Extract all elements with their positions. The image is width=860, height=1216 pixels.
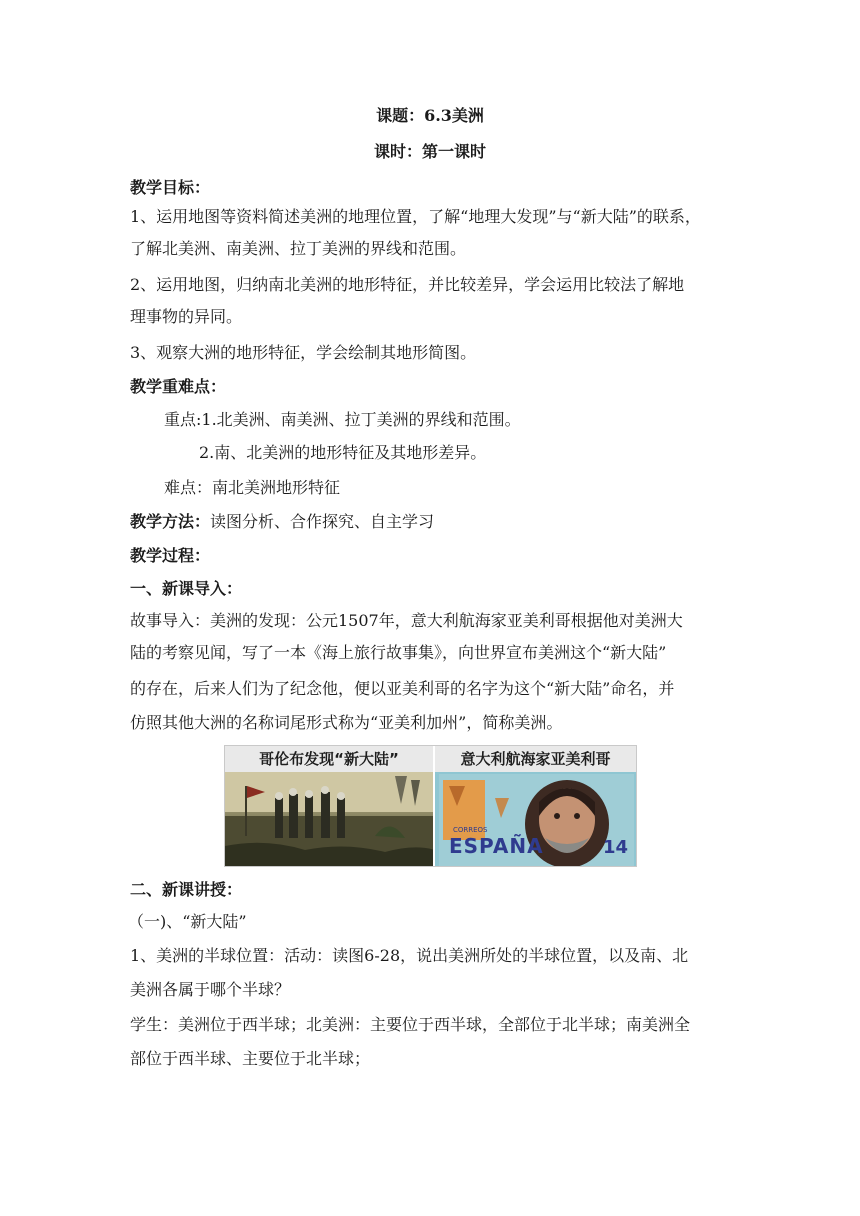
goal-1-line-1: 1、运用地图等资料简述美洲的地理位置，了解“地理大发现”与“新大陆”的联系，: [130, 207, 701, 226]
left-image-caption: 哥伦布发现“新大陆”: [225, 746, 433, 772]
activity-line-2: 美洲各属于哪个半球？: [130, 980, 291, 999]
activity-line-1: 1、美洲的半球位置：活动：读图6-28，说出美洲所处的半球位置，以及南、北: [130, 946, 689, 965]
story-line-3: 的存在，后来人们为了纪念他，便以亚美利哥的名字为这个“新大陆”命名，并: [130, 679, 675, 698]
columbus-painting: [225, 746, 433, 866]
key-point-2: 2.南、北美洲的地形特征及其地形差异。: [199, 443, 487, 462]
stamp-correos-text: CORREOS: [452, 826, 488, 834]
history-figure: [224, 745, 637, 867]
goals-heading: 教学目标：: [130, 178, 211, 197]
lesson-period: 课时：第一课时: [373, 142, 486, 161]
section-2-heading: 二、新课讲授：: [130, 880, 243, 899]
goal-2-line-1: 2、运用地图，归纳南北美洲的地形特征，并比较差异，学会运用比较法了解地: [130, 275, 685, 294]
story-line-2: 陆的考察见闻，写了一本《海上旅行故事集》，向世界宣布美洲这个“新大陆”: [130, 643, 667, 662]
difficulty: 难点：南北美洲地形特征: [164, 478, 341, 497]
key-point-1: 重点:1.北美洲、南美洲、拉丁美洲的界线和范围。: [164, 410, 521, 429]
stamp-value: 14: [602, 837, 628, 858]
vespucci-stamp: [433, 746, 636, 866]
section-1-heading: 一、新课导入：: [130, 579, 243, 598]
story-line-1: 故事导入：美洲的发现：公元1507年，意大利航海家亚美利哥根据他对美洲大: [130, 611, 683, 630]
process-heading: 教学过程：: [130, 546, 211, 565]
story-line-4: 仿照其他大洲的名称词尾形式称为“亚美利加州”，简称美洲。: [130, 713, 563, 732]
methods-text: 读图分析、合作探究、自主学习: [210, 512, 435, 531]
lesson-title: 课题：6.3美洲: [376, 106, 484, 125]
stamp-country-text: ESPAÑA: [448, 834, 544, 858]
student-answer-line-1: 学生：美洲位于西半球；北美洲：主要位于西半球，全部位于北半球；南美洲全: [130, 1015, 691, 1034]
teaching-methods: 教学方法：读图分析、合作探究、自主学习: [130, 512, 435, 531]
goal-1-line-2: 了解北美洲、南美洲、拉丁美洲的界线和范围。: [130, 239, 467, 258]
subsection-1-heading: （一)、“新大陆”: [128, 912, 247, 931]
goal-3: 3、观察大洲的地形特征，学会绘制其地形简图。: [130, 343, 477, 362]
keypoints-heading: 教学重难点：: [130, 377, 227, 396]
goal-2-line-2: 理事物的异同。: [130, 307, 243, 326]
right-image-caption: 意大利航海家亚美利哥: [435, 746, 636, 772]
student-answer-line-2: 部位于西半球、主要位于北半球；: [130, 1049, 371, 1068]
